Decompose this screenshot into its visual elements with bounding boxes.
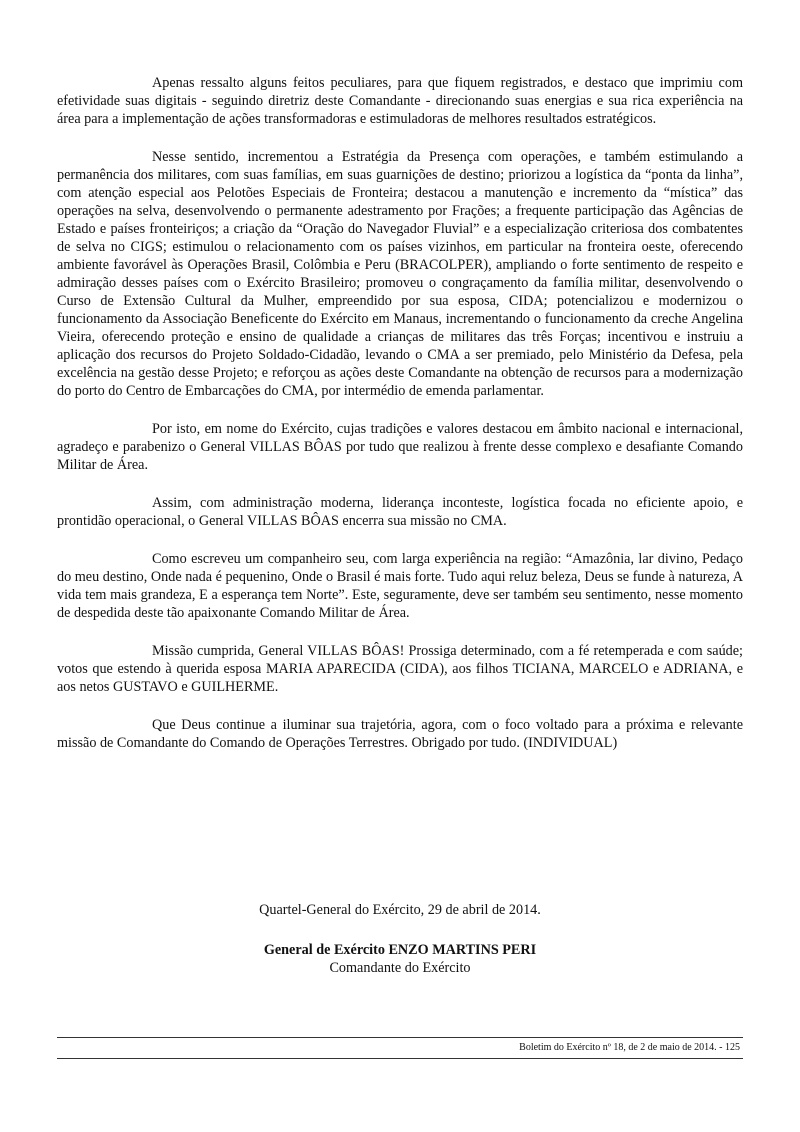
footer-divider-bottom xyxy=(57,1058,743,1059)
signature-name: General de Exército ENZO MARTINS PERI xyxy=(263,942,537,958)
paragraph-4: Assim, com administração moderna, liderança inconteste, logística focada no eficiente apoio, e prontidão operacional, o General VILLAS BÔAS encerra sua missão no CMA. xyxy=(57,495,743,529)
paragraph-2: Nesse sentido, incrementou a Estratégia da Presença com operações, e também estimulando a permanência dos militares, com suas famílias, em suas guarnições de destino; priorizou a logística da “ponta da linha”, com atenção especial aos Pelotões Especiais de Fronteira; destacou a manutenção e incremento da “mística” das operações na selva, desenvolvendo o permanente adestramento por Frações; a frequente participação das Agências de Estado e países fronteiriços; a criação da “Oração do Navegador Fluvial” e a especialização criteriosa dos combatentes de selva no CIGS; estimulou o relacionamento com os países vizinhos, em particular na fronteira oeste, oferecendo ambiente favorável às Operações Brasil, Colômbia e Peru (BRACOLPER), ampliando o forte sentimento de respeito e admiração desses países com o Exército Brasileiro; promoveu o congraçamento da família militar, desenvolvendo o Curso de Extensão Cultural da Mulher, empreendido por sua esposa, CIDA; potencializou e modernizou o funcionamento da Associação Beneficente do Exército em Manaus, incrementando o funcionamento da creche Angelina Vieira, oferecendo proteção e ensino de qualidade a crianças de militares das três Forças; incentivou e instruiu a aplicação dos recursos do Projeto Soldado-Cidadão, levando o CMA a ser premiado, pelo Ministério da Defesa, pela excelência na gestão desse Projeto; e reforçou as ações deste Comandante na obtenção de recursos para a modernização do porto do Centro de Embarcações do CMA, por intermédio de emenda parlamentar. xyxy=(57,149,743,399)
paragraph-1: Apenas ressalto alguns feitos peculiares, para que fiquem registrados, e destaco que imprimiu com efetividade suas digitais - seguindo diretriz deste Comandante - direcionando suas energias e sua rica experiência na área para a implementação de ações transformadoras e estimuladoras de melhores resultados estratégicos. xyxy=(57,75,743,127)
footer-divider-top xyxy=(57,1037,743,1038)
signature-block xyxy=(57,941,743,977)
paragraph-7: Que Deus continue a iluminar sua trajetória, agora, com o foco voltado para a próxima e relevante missão de Comandante do Comando de Operações Terrestres. Obrigado por tudo. (INDIVIDUAL) xyxy=(57,717,743,751)
document-body xyxy=(57,74,743,752)
paragraph-3: Por isto, em nome do Exército, cujas tradições e valores destacou em âmbito nacional e internacional, agradeço e parabenizo o General VILLAS BÔAS por tudo que realizou à frente desse complexo e desafiante Comando Militar de Área. xyxy=(57,421,743,473)
footer-citation: Boletim do Exército nº 18, de 2 de maio de 2014. - 125 xyxy=(519,1042,740,1053)
date-line: Quartel-General do Exército, 29 de abril de 2014. xyxy=(259,902,541,918)
paragraph-5: Como escreveu um companheiro seu, com larga experiência na região: “Amazônia, lar divino, Pedaço do meu destino, Onde nada é pequenino, Onde o Brasil é mais forte. Tudo aqui reluz beleza, Deus se funde à natureza, A vida tem mais grandeza, E a esperança tem Norte”. Este, seguramente, deve ser também seu sentimento, nesse momento de despedida deste tão apaixonante Comando Militar de Área. xyxy=(57,551,743,621)
signature-title: Comandante do Exército xyxy=(329,960,471,976)
paragraph-6: Missão cumprida, General VILLAS BÔAS! Prossiga determinado, com a fé retemperada e com saúde; votos que estendo à querida esposa MARIA APARECIDA (CIDA), aos filhos TICIANA, MARCELO e ADRIANA, e aos netos GUSTAVO e GUILHERME. xyxy=(57,643,743,695)
